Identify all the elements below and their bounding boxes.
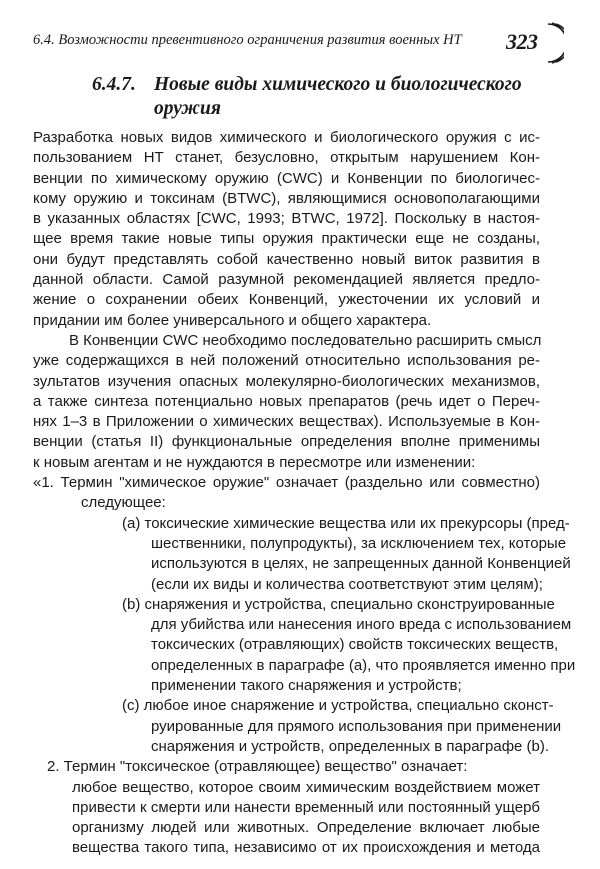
text-line: зультатов изучения опасных молекулярно-биологических механизмов, xyxy=(33,372,540,390)
text-line: Разработка новых видов химического и биологического оружия с ис- xyxy=(33,129,540,146)
text-line: венции (статья II) функциональные определения вполне применимы xyxy=(33,433,540,451)
text-line: для убийства или нанесения иного вреда с использованием xyxy=(151,616,572,634)
running-header: 6.4. Возможности превентивного ограничения развития военных НТ xyxy=(33,32,462,48)
text-line: любое вещество, которое своим химическим воздействием может xyxy=(72,778,540,796)
section-title-line-1: Новые виды химического и биологического xyxy=(154,74,522,95)
text-line: следующее: xyxy=(81,494,166,512)
section-title-line-2: оружия xyxy=(154,98,221,119)
sub-item-c: (c) любое иное снаряжение и устройства, специально сконст- xyxy=(122,697,554,715)
text-line: снаряжения и устройств, определенных в параграфе (b). xyxy=(151,737,550,755)
text-line: щее время такие новые типы оружия практически еще не созданы, xyxy=(33,230,540,248)
text-line: (если их виды и количества соответствуют этим целям); xyxy=(151,575,543,593)
text-line: применении такого снаряжения и устройств; xyxy=(151,677,462,695)
text-line: кому оружию и токсинам (BTWC), являющимися основополагающими xyxy=(33,189,540,207)
text-line: используются в целях, не запрещенных данной Конвенцией xyxy=(151,555,571,573)
text-line: нях 1–3 в Приложении о химических веществах). Используемые в Кон- xyxy=(33,413,540,431)
sub-item-a: (a) токсические химические вещества или их прекурсоры (пред- xyxy=(122,514,570,532)
text-line: придании им более универсального и общего характера. xyxy=(33,311,432,329)
text-line: они будут представлять собой качественно новый виток развития в xyxy=(33,250,540,268)
text-line: данной области. Самой разумной рекомендацией является предло- xyxy=(33,271,540,289)
text-line: привести к смерти или нанести временный или постоянный ущерб xyxy=(72,798,540,816)
text-line: в указанных областях [CWC, 1993; BTWC, 1972]. Поскольку в настоя- xyxy=(33,210,540,228)
text-line: В Конвенции CWC необходимо последовательно расширить смысл xyxy=(69,331,542,349)
text-line: жение о сохранении обеих Конвенций, ужесточении их условий и xyxy=(33,291,540,309)
text-line: к новым агентам и не нуждаются в пересмотре или изменении: xyxy=(33,453,476,471)
text-line: определенных в параграфе (a), что проявляется именно при xyxy=(151,656,576,674)
sub-item-b: (b) снаряжения и устройства, специально сконструированные xyxy=(122,595,555,613)
text-line: а также синтеза потенциально новых препаратов (речь идет о Переч- xyxy=(33,392,540,410)
section-heading xyxy=(92,73,562,121)
body-text xyxy=(33,128,576,859)
text-line: пользованием НТ станет, безусловно, открытым нарушением Кон- xyxy=(33,149,540,167)
section-number: 6.4.7. xyxy=(92,74,136,95)
list-item-2: 2. Термин "токсическое (отравляющее) вещество" означает: xyxy=(47,758,468,776)
text-line: шественники, полупродукты), за исключением тех, которые xyxy=(151,534,567,552)
text-line: руированные для прямого использования при применении xyxy=(151,717,562,735)
text-line: уже содержащихся в ней положений относительно использования ре- xyxy=(33,352,540,370)
text-line: организму людей или животных. Определение включает любые xyxy=(72,819,540,837)
page-number: 323 xyxy=(506,29,538,54)
list-item-1: «1. Термин "химическое оружие" означает (раздельно или совместно) xyxy=(33,474,540,492)
text-line: токсических (отравляющих) свойств токсических веществ, xyxy=(151,636,559,654)
page-number-badge xyxy=(504,20,564,66)
text-line: венции по химическому оружию (CWC) и Конвенции по биологичес- xyxy=(33,169,540,187)
text-line: вещества такого типа, независимо от их происхождения и метода xyxy=(72,839,540,857)
